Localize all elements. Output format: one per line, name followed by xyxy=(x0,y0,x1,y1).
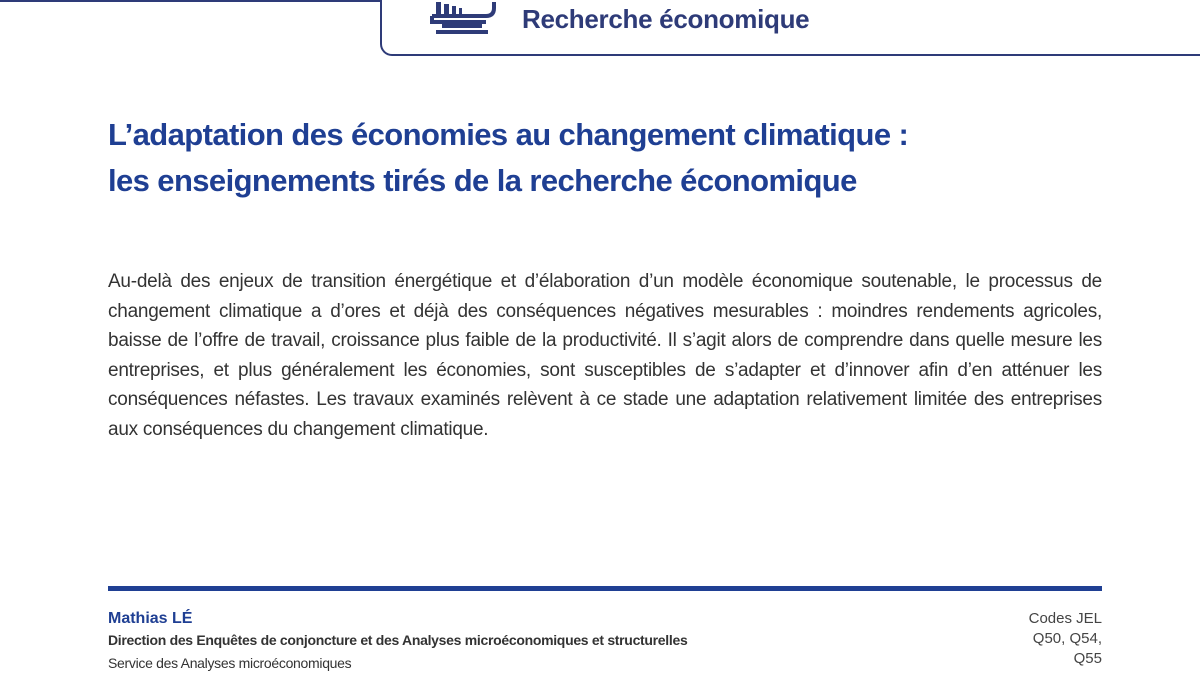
author-block xyxy=(108,609,868,675)
jel-codes-line-1: Q50, Q54, xyxy=(1032,630,1102,647)
jel-codes-line-2: Q55 xyxy=(1073,650,1102,667)
author-department: Direction des Enquêtes de conjoncture et des Analyses microéconomiques et structurelles xyxy=(108,632,688,648)
section-label: Recherche économique xyxy=(522,4,810,34)
jel-codes xyxy=(962,609,1102,669)
abstract-paragraph: Au-delà des enjeux de transition énergétique et d’élaboration d’un modèle économique soutenable, le processus de changement climatique a d’ores et déjà des conséquences négatives mesurables : moindres rendements agricoles, baisse de l’offre de travail, croissance plus faible de la productivité. Il s’agit alors de comprendre dans quelle mesure les entreprises, et plus généralement les économies, sont susceptibles de s’adapter et d’innover afin d’en atténuer les conséquences néfastes. Les travaux examinés relèvent à ce stade une adaptation relativement limitée des entreprises aux conséquences du changement climatique. xyxy=(108,271,1102,440)
speech-podium-icon xyxy=(428,0,498,36)
jel-label: Codes JEL xyxy=(1028,610,1102,627)
footer-divider xyxy=(108,586,1102,591)
title-line-1: L’adaptation des économies au changement climatique : xyxy=(108,117,909,152)
author-name: Mathias LÉ xyxy=(108,610,193,627)
title-line-2: les enseignements tirés de la recherche économique xyxy=(108,163,857,198)
header-rule-left xyxy=(0,0,382,2)
author-service: Service des Analyses microéconomiques xyxy=(108,655,352,671)
page-title xyxy=(108,112,1108,204)
